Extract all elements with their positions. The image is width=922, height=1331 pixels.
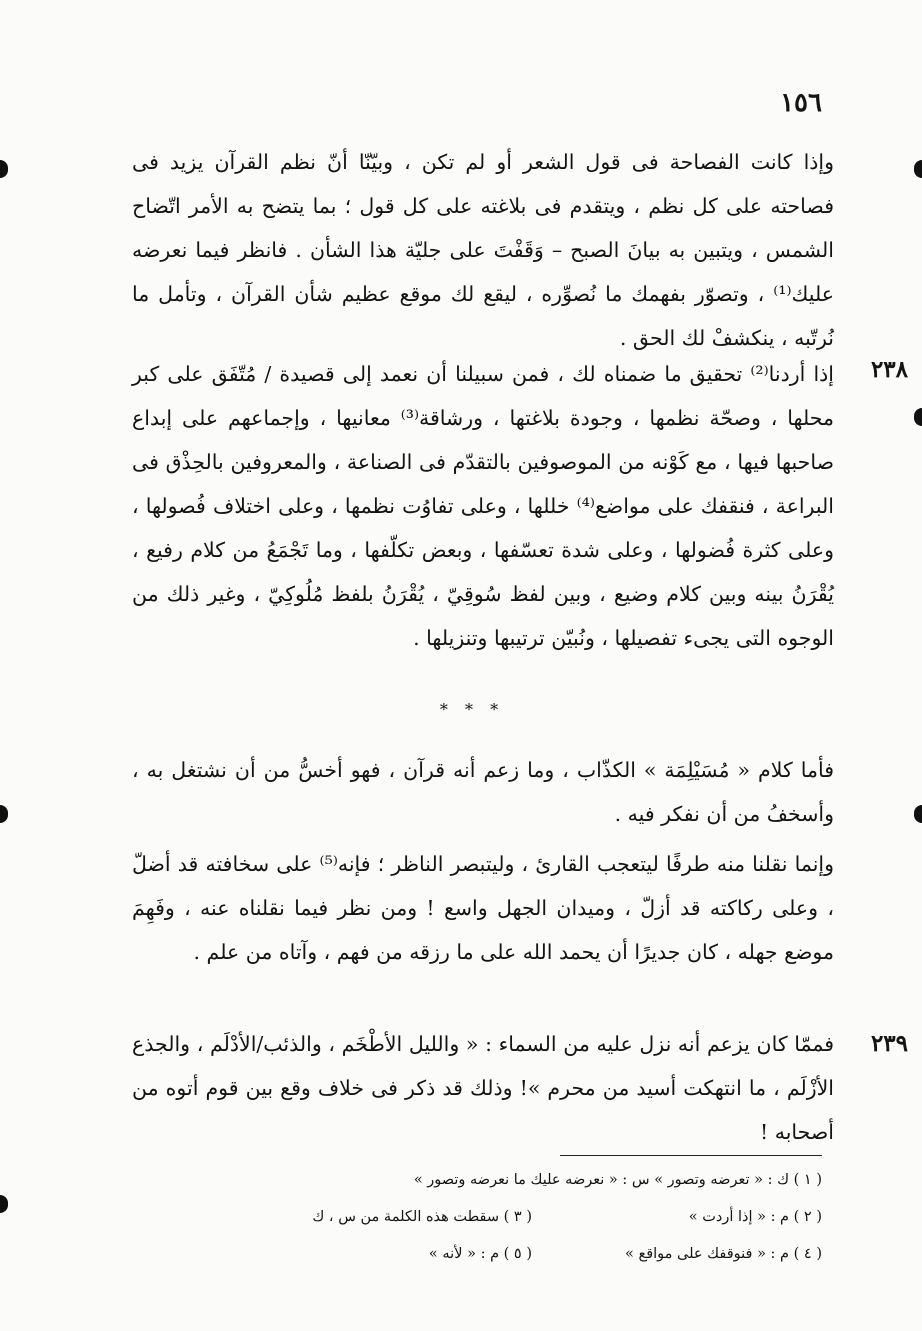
binding-mark-right bbox=[914, 160, 922, 178]
paragraph-4 bbox=[132, 842, 834, 974]
paragraph-1-text: وإذا كانت الفصاحة فى قول الشعر أو لم تكن ، وبيّنّا أنّ نظم القرآن يزيد فى فصاحته على كل نظم ، ويتقدم فى بلاغته على كل قول ؛ بما يتضح به الأمر اتّضاح الشمس ، ويتبين به بيانَ الصبح – وَقَفْتَ على جليّة هذا الشأن . فانظر فيما نعرضه عليك⁽¹⁾ ، وتصوّر بفهمك ما نُصوِّره ، ليقع لك موقع عظيم شأن القرآن ، وتأمل ما نُرتّبه ، ينكشفْ لك الحق . bbox=[132, 150, 834, 350]
footnote-1: ( ١ ) ك : « تعرضه وتصور » س : « نعرضه عليك ما نعرضه وتصور » bbox=[413, 1172, 822, 1188]
margin-number-239: ٢٣٩ bbox=[870, 1030, 908, 1057]
footnote-4: ( ٤ ) م : « فنوقفك على مواقع » bbox=[625, 1246, 822, 1262]
binding-mark-left bbox=[0, 1195, 8, 1213]
paragraph-5-text: فممّا كان يزعم أنه نزل عليه من السماء : « والليل الأطْخَم ، والذئب/الأدْلَم ، والجذع الأزْلَم ، ما انتهكت أسيد من محرم »! وذلك قد ذكر فى خلاف وقع بين قوم أتوه من أصحابه ! bbox=[132, 1032, 834, 1144]
paragraph-2-text: إذا أردنا⁽²⁾ تحقيق ما ضمناه لك ، فمن سبيلنا أن نعمد إلى قصيدة / مُتّفَق على كبر محلها ، وصحّة نظمها ، وجودة بلاغتها ، ورشاقة⁽³⁾ معانيها ، وإجماعهم على إبداع صاحبها فيها ، مع كَوْنه من الموصوفين بالتقدّم فى الصناعة ، والمعروفين بالحِذْق فى البراعة ، فنقفك على مواضع⁽⁴⁾ خللها ، وعلى تفاوُت نظمها ، وعلى اختلاف فُصولها ، وعلى كثرة فُضولها ، وعلى شدة تعسّفها ، وبعض تكلّفها ، وما تَجْمَعُ من كلام رفيع ، يُقْرَنُ بينه وبين كلام وضيع ، وبين لفظ سُوقِيّ ، يُقْرَنُ بلفظ مُلُوكِيّ ، وغير ذلك من الوجوه التى يجىء تفصيلها ، ونُبيّن ترتيبها وتنزيلها . bbox=[132, 362, 834, 650]
footnote-2: ( ٢ ) م : « إذا أردت » bbox=[688, 1209, 822, 1225]
footnote-row-2 bbox=[160, 1199, 822, 1236]
paragraph-4-text: وإنما نقلنا منه طرفًا ليتعجب القارئ ، وليتبصر الناظر ؛ فإنه⁽⁵⁾ على سخافته قد أضلّ ، وعلى ركاكته قد أزلّ ، وميدان الجهل واسع ! ومن نظر فيما نقلناه عنه ، وفَهِمَ موضع جهله ، كان جديرًا أن يحمد الله على ما رزقه من فهم ، وآتاه من علم . bbox=[132, 852, 834, 964]
margin-number-238: ٢٣٨ bbox=[870, 356, 908, 383]
binding-mark-left bbox=[0, 160, 8, 178]
footnote-divider bbox=[560, 1155, 822, 1156]
footnote-5: ( ٥ ) م : « لأنه » bbox=[428, 1246, 532, 1262]
paragraph-3-text: فأما كلام « مُسَيْلِمَة » الكذّاب ، وما زعم أنه قرآن ، فهو أخسُّ من أن نشتغل به ، وأسخفُ من أن نفكر فيه . bbox=[132, 758, 834, 826]
paragraph-5 bbox=[132, 1022, 834, 1154]
binding-mark-right bbox=[914, 805, 922, 823]
binding-mark-left bbox=[0, 805, 8, 823]
footnote-row-1 bbox=[160, 1162, 822, 1199]
section-separator: * * * bbox=[439, 700, 505, 719]
paragraph-3 bbox=[132, 748, 834, 836]
paragraph-1 bbox=[132, 140, 834, 360]
footnote-3: ( ٣ ) سقطت هذه الكلمة من س ، ك bbox=[312, 1209, 532, 1225]
paragraph-2 bbox=[132, 352, 834, 660]
footnotes bbox=[160, 1162, 822, 1273]
footnote-row-3 bbox=[160, 1236, 822, 1273]
binding-mark-right bbox=[914, 408, 922, 426]
page-number: ١٥٦ bbox=[780, 88, 822, 118]
